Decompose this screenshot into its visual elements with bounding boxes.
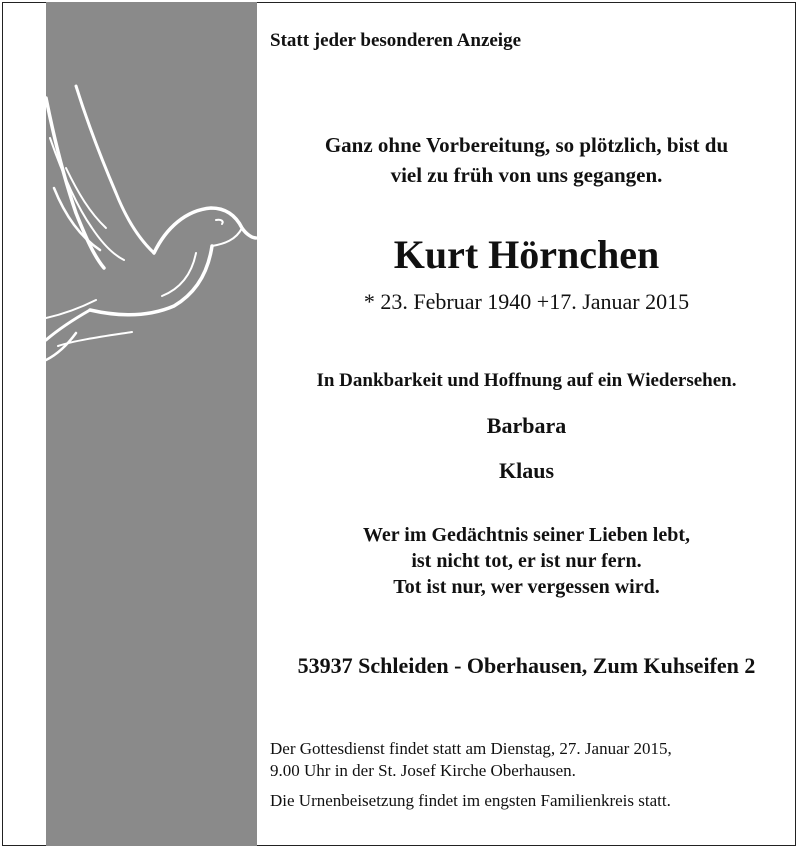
intro-verse bbox=[257, 130, 796, 190]
gratitude-line: In Dankbarkeit und Hoffnung auf ein Wiedersehen. bbox=[316, 370, 737, 391]
service-line: Der Gottesdienst findet statt am Dienstag, 27. Januar 2015, bbox=[270, 739, 672, 758]
deceased-name: Kurt Hörnchen bbox=[393, 232, 660, 277]
memorial-quote bbox=[257, 522, 796, 600]
mourner-name: Barbara bbox=[486, 413, 567, 438]
mourner-name: Klaus bbox=[498, 458, 555, 483]
quote-line: Tot ist nur, wer vergessen wird. bbox=[393, 576, 660, 598]
life-dates: * 23. Februar 1940 +17. Januar 2015 bbox=[363, 289, 690, 314]
quote-line: Wer im Gedächtnis seiner Lieben lebt, bbox=[362, 524, 691, 546]
notice-header: Statt jeder besonderen Anzeige bbox=[270, 30, 522, 51]
family-address: 53937 Schleiden - Oberhausen, Zum Kuhseifen 2 bbox=[297, 653, 756, 678]
burial-info: Die Urnenbeisetzung findet im engsten Familienkreis statt. bbox=[270, 791, 671, 810]
dove-icon bbox=[46, 78, 257, 368]
service-notes bbox=[270, 738, 790, 820]
intro-line: viel zu früh von uns gegangen. bbox=[390, 163, 663, 187]
service-line: 9.00 Uhr in der St. Josef Kirche Oberhausen. bbox=[270, 761, 576, 780]
intro-line: Ganz ohne Vorbereitung, so plötzlich, bist du bbox=[324, 133, 729, 157]
quote-line: ist nicht tot, er ist nur fern. bbox=[411, 550, 642, 572]
service-info bbox=[270, 738, 790, 782]
